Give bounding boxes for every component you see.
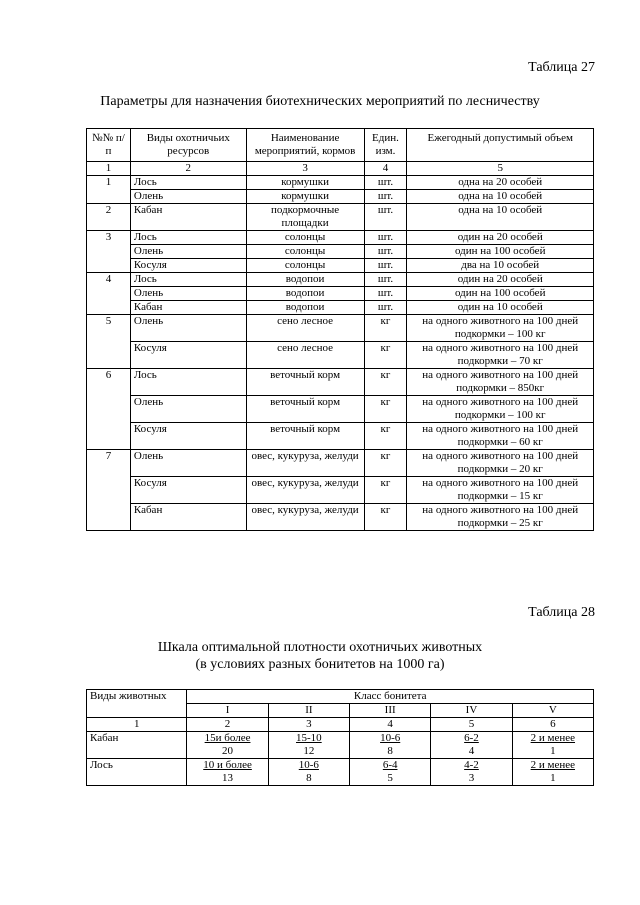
table27-group-number: 1: [87, 176, 131, 204]
table27-row: [87, 301, 594, 315]
table27-species: Лось: [130, 231, 246, 245]
table27-measure: кормушки: [246, 176, 364, 190]
table28-cell: [268, 759, 349, 786]
table28-label: Таблица 28: [528, 605, 595, 620]
table28-cell: [187, 732, 268, 759]
table28-range: 6-4: [382, 759, 398, 771]
table27-group-number: 7: [87, 450, 131, 531]
table27-group-number: 2: [87, 204, 131, 231]
table27-column-number: 2: [130, 162, 246, 176]
table27-volume: на одного животного на 100 дней подкормки – 15 кг: [407, 477, 594, 504]
table27-species: Косуля: [130, 477, 246, 504]
table27-group-number: 6: [87, 369, 131, 450]
table27-row: [87, 259, 594, 273]
table28-value: 1: [550, 772, 556, 784]
table27-volume: два на 10 особей: [407, 259, 594, 273]
table27-unit: шт.: [364, 204, 407, 231]
table27-species: Олень: [130, 287, 246, 301]
table27-measure: водопои: [246, 301, 364, 315]
table27-group-number: 5: [87, 315, 131, 369]
table27-species: Олень: [130, 190, 246, 204]
table27-measure: сено лесное: [246, 342, 364, 369]
table27-row: [87, 450, 594, 477]
table27-species: Олень: [130, 315, 246, 342]
table27-row: [87, 342, 594, 369]
table28-class-label: I: [187, 704, 268, 718]
table27-volume: на одного животного на 100 дней подкормки – 25 кг: [407, 504, 594, 531]
table28-range: 2 и менее: [530, 732, 576, 744]
table27-row: [87, 423, 594, 450]
table27-measure: солонцы: [246, 259, 364, 273]
table27-column-number: 4: [364, 162, 407, 176]
table28-cell: [431, 732, 512, 759]
table27-volume: на одного животного на 100 дней подкормки – 100 кг: [407, 315, 594, 342]
table28-header-class: Класс бонитета: [187, 690, 594, 704]
table27-volume: один на 20 особей: [407, 273, 594, 287]
table27-row: [87, 190, 594, 204]
table27-volume: на одного животного на 100 дней подкормки – 70 кг: [407, 342, 594, 369]
table27-volume: один на 100 особей: [407, 287, 594, 301]
table28-value: 13: [222, 772, 234, 784]
table27-unit: кг: [364, 504, 407, 531]
table27-measure: солонцы: [246, 245, 364, 259]
table27-header-measure: Наименование мероприятий, кормов: [246, 129, 364, 162]
table27-header-row: [87, 129, 594, 162]
table27-volume: на одного животного на 100 дней подкормки – 60 кг: [407, 423, 594, 450]
table28-range: 15-10: [296, 732, 322, 744]
table27-measure: кормушки: [246, 190, 364, 204]
table27-unit: шт.: [364, 231, 407, 245]
table28-class-label: II: [268, 704, 349, 718]
table28-caption-line1: Шкала оптимальной плотности охотничьих животных: [157, 640, 483, 655]
table27: [86, 128, 594, 531]
table28-range: 2 и менее: [530, 759, 576, 771]
table27-species: Косуля: [130, 259, 246, 273]
table27-row: [87, 315, 594, 342]
table27-row: [87, 504, 594, 531]
table28-cell: [512, 759, 593, 786]
table27-header-num: №№ п/п: [87, 129, 131, 162]
table27-unit: кг: [364, 369, 407, 396]
table27-volume: на одного животного на 100 дней подкормки – 20 кг: [407, 450, 594, 477]
table27-measure: подкормочные площадки: [246, 204, 364, 231]
table28-range: 10 и более: [203, 759, 252, 771]
table28-column-number: 2: [187, 718, 268, 732]
table27-volume: одна на 10 особей: [407, 190, 594, 204]
table27-column-numbers-row: [87, 162, 594, 176]
table28-cell: [187, 759, 268, 786]
table27-unit: шт.: [364, 176, 407, 190]
table28-range: 10-6: [298, 759, 319, 771]
table27-volume: на одного животного на 100 дней подкормки – 850кг: [407, 369, 594, 396]
table27-row: [87, 231, 594, 245]
table27-measure: овес, кукуруза, желуди: [246, 504, 364, 531]
table27-row: [87, 273, 594, 287]
table27-unit: шт.: [364, 245, 407, 259]
table28-column-number: 5: [431, 718, 512, 732]
table28-class-label: III: [350, 704, 431, 718]
table28-class-label: V: [512, 704, 593, 718]
table27-unit: кг: [364, 477, 407, 504]
table28-value: 1: [550, 745, 556, 757]
table28-column-numbers-row: [87, 718, 594, 732]
table27-row: [87, 176, 594, 190]
table28-cell: [350, 732, 431, 759]
table28-cell: [431, 759, 512, 786]
table28-column-number: 6: [512, 718, 593, 732]
table27-column-number: 5: [407, 162, 594, 176]
table27-column-number: 1: [87, 162, 131, 176]
table27-header-volume: Ежегодный допустимый объем: [407, 129, 594, 162]
table27-unit: шт.: [364, 273, 407, 287]
table27-species: Косуля: [130, 342, 246, 369]
table27-volume: на одного животного на 100 дней подкормки – 100 кг: [407, 396, 594, 423]
table27-volume: один на 10 особей: [407, 301, 594, 315]
table28-value: 3: [468, 772, 475, 784]
table27-unit: шт.: [364, 190, 407, 204]
table28-column-number: 4: [350, 718, 431, 732]
table28: [86, 689, 594, 786]
table28-value: 5: [387, 772, 393, 784]
table28-species: Лось: [87, 759, 187, 786]
table27-measure: овес, кукуруза, желуди: [246, 450, 364, 477]
table28-cell: [512, 732, 593, 759]
table28-species: Кабан: [87, 732, 187, 759]
table28-class-label: IV: [431, 704, 512, 718]
table28-range: 15и более: [204, 732, 251, 744]
table28-value: 8: [387, 745, 393, 757]
table28-column-number: 1: [87, 718, 187, 732]
table27-row: [87, 204, 594, 231]
table27-measure: овес, кукуруза, желуди: [246, 477, 364, 504]
table27-measure: солонцы: [246, 231, 364, 245]
table27-row: [87, 369, 594, 396]
table27-volume: одна на 10 особей: [407, 204, 594, 231]
table27-group-number: 3: [87, 231, 131, 273]
table27-volume: одна на 20 особей: [407, 176, 594, 190]
table27-measure: водопои: [246, 273, 364, 287]
table27-unit: кг: [364, 423, 407, 450]
table28-range: 4-2: [464, 759, 479, 771]
table28-header-species: Виды животных: [87, 690, 187, 718]
table27-species: Олень: [130, 245, 246, 259]
table28-range: 6-2: [464, 732, 479, 744]
table28-caption-line2: (в условиях разных бонитетов на 1000 га): [195, 657, 445, 672]
table27-row: [87, 245, 594, 259]
table27-measure: веточный корм: [246, 369, 364, 396]
table28-header-row: [87, 690, 594, 704]
table28-value: 12: [303, 745, 315, 757]
table27-unit: кг: [364, 315, 407, 342]
table27-unit: шт.: [364, 301, 407, 315]
table27-unit: шт.: [364, 259, 407, 273]
table28-value: 8: [306, 772, 312, 784]
table27-measure: веточный корм: [246, 423, 364, 450]
table27-header-species: Виды охотничьих ресурсов: [130, 129, 246, 162]
table27-group-number: 4: [87, 273, 131, 315]
table27-species: Косуля: [130, 423, 246, 450]
table28-range: 10-6: [380, 732, 401, 744]
table27-species: Кабан: [130, 301, 246, 315]
table28-cell: [268, 732, 349, 759]
table27-header-unit: Един. изм.: [364, 129, 407, 162]
table28-row: [87, 732, 594, 759]
table27-unit: кг: [364, 342, 407, 369]
table27-row: [87, 287, 594, 301]
table28-row: [87, 759, 594, 786]
table27-measure: веточный корм: [246, 396, 364, 423]
table27-unit: кг: [364, 396, 407, 423]
table27-unit: кг: [364, 450, 407, 477]
table27-species: Лось: [130, 176, 246, 190]
table27-measure: водопои: [246, 287, 364, 301]
table27-row: [87, 396, 594, 423]
table27-species: Кабан: [130, 504, 246, 531]
table28-cell: [350, 759, 431, 786]
table28-column-number: 3: [268, 718, 349, 732]
table27-row: [87, 477, 594, 504]
table27-species: Кабан: [130, 204, 246, 231]
table27-species: Лось: [130, 369, 246, 396]
table27-volume: один на 100 особей: [407, 245, 594, 259]
table28-value: 20: [222, 745, 234, 757]
table27-column-number: 3: [246, 162, 364, 176]
table27-species: Лось: [130, 273, 246, 287]
table28-value: 4: [468, 745, 475, 757]
table27-species: Олень: [130, 450, 246, 477]
table27-caption: Параметры для назначения биотехнических мероприятий по лесничеству: [100, 94, 540, 109]
table27-species: Олень: [130, 396, 246, 423]
table27-volume: один на 20 особей: [407, 231, 594, 245]
table27-label: Таблица 27: [528, 60, 595, 75]
table27-unit: шт.: [364, 287, 407, 301]
table27-measure: сено лесное: [246, 315, 364, 342]
